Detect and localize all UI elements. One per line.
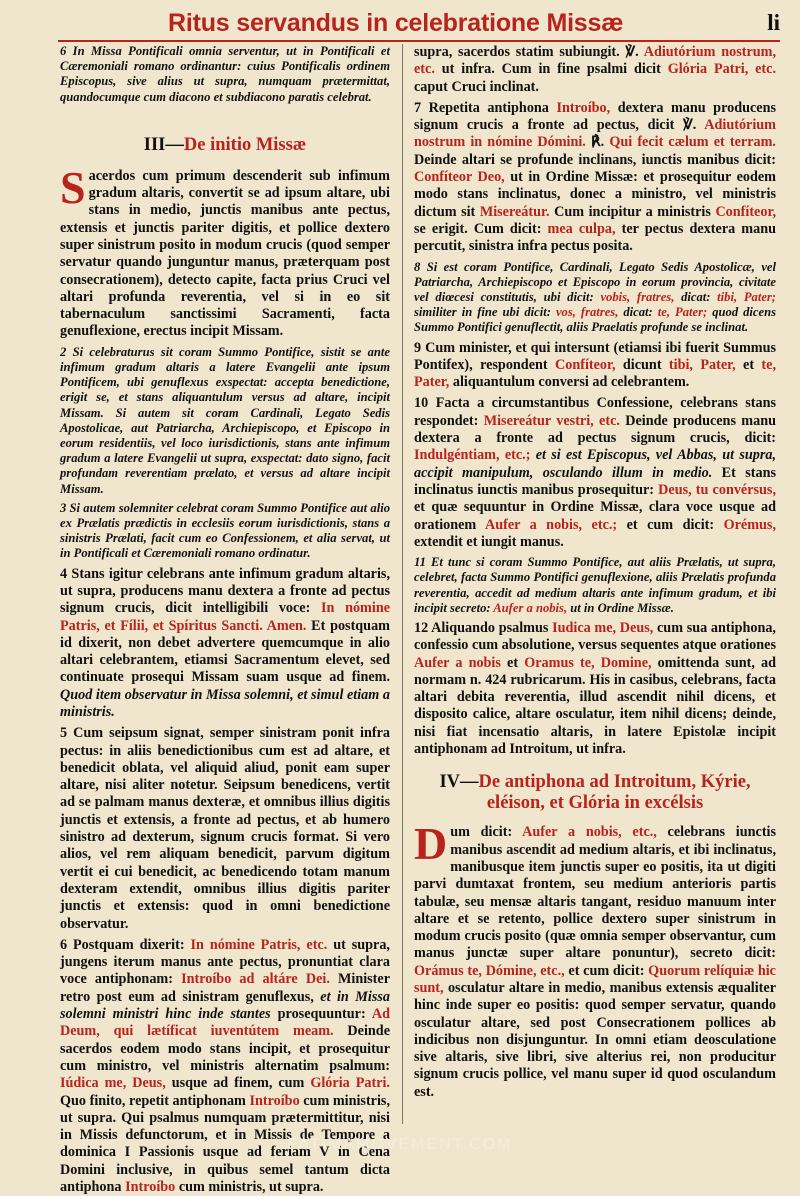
rubric-9: 9 Cum minister, et qui intersunt (etiamsi ibi fuerit Summus Pontifex), respondent Confíteor, dicunt tibi, Pater, et te, Pater, aliquantulum conversi ad celebrantem.	[414, 339, 776, 391]
section-iv-paragraph: Dum dicit: Aufer a nobis, etc., celebrans iunctis manibus ascendit ad medium altaris, et ibi inclinatus, manibusque item junctis super eo positis, ita ut digiti parvi dumtaxat frontem, seu medium anterioris partis tabulæ, seu mensæ altaris tangant, residuo manuum inter altare et se retento, pollice dextero super sinistrum in modum crucis posito (quæ omnia semper observantur, cum manus junctæ super altare ponuntur), secreto dicit: Orámus te, Dómine, etc., et cum dicit: Quorum relíquiæ hic sunt, osculatur altare in medio, manibus extensis æqualiter hinc inde super eo positis: quod semper servatur, quando osculatur altare, sed post Consecrationem pollices ab indicibus non disjunguntur. In omni etiam deosculatione sive altaris, sive libri, sive alterius rei, non producitur signum crucis pollice, vel manu super id quod osculandum est.	[414, 818, 777, 1100]
rubric-12: 12 Aliquando psalmus Iudica me, Deus, cum sua antiphona, confessio cum absolutione, versus sequentes atque orationes Aufer a nobis et Oramus te, Domine, omittenda sunt, ad normam n. 424 rubricarum. His in casibus, celebrans, facta altari debita reverentia, illud ascendit nihil dicens, et disposito calice, altare osculatur, item nihil dicens; deinde, nisi fiat incensatio altaris, in latere Epistolæ incipit antiphonam ad Introitum, ut infra.	[414, 619, 776, 758]
page-header	[58, 6, 780, 42]
rubric-5: 5 Cum seipsum signat, semper sinistram ponit infra pectus: in aliis benedictionibus cum est ad altare, et benedicit oblata, vel aliquid aliud, ponit eam super altare, nisi aliter notetur. Seipsum benedicens, vertit ad se palmam manus dexteræ, et omnibus illius digitis junctis et extensis, a fronte ad pectus, et ab humero sinistro ad dexterum, signum crucis format. Si vero alios, vel rem aliquam benedicit, parvum digitum vertit ei cui benedicit, ac benedicendo totam manum dexteram extendit, omnibus illius digitis pariter junctis et extensis: quod in omni benedictione observatur.	[60, 725, 390, 932]
drop-cap: S	[60, 161, 86, 213]
drop-cap: D	[414, 818, 448, 870]
continuation: supra, sacerdos statim subiungit. ℣. Adiutórium nostrum, etc. ut infra. Cum in fine psalmi dicit Glória Patri, etc. caput Cruci inclinat.	[414, 44, 776, 95]
section-heading-iv	[414, 772, 776, 814]
page-number: li	[767, 10, 780, 35]
rubric-3: 3 Si autem solemniter celebrat coram Summo Pontifice aut alio ex Prælatis prædictis in ecclesiis eorum iurisdictionis, stans a sinistris Prælati, facit cum eo Confessionem, et alia servat, ut in Pontificali et Cæremoniali romano ordinatur.	[60, 500, 390, 561]
right-column	[414, 44, 776, 1101]
section-number: III—	[143, 134, 184, 155]
rubric-11: 11 Et tunc si coram Summo Pontifice, aut aliis Prælatis, ut supra, celebret, facta Summo Pontifici genuflexione, aliis Prælatis profunda reverentia, accedit ad medium altaris ante infimum gradum, et ibi incipit secreto: Aufer a nobis, ut in Ordine Missæ.	[414, 555, 776, 615]
rubric-8: 8 Si est coram Pontifice, Cardinali, Legato Sedis Apostolicæ, vel Patriarcha, Archiepiscopo et Episcopo in eorum provincia, civitate vel diœcesi constitutis, ubi dicit: vobis, fratres, dicat: tibi, Pater; similiter in fine ubi dicit: vos, fratres, dicat: te, Pater; quod dicens Summo Pontifici genuflectit, aliis Praelatis profunde se inclinat.	[414, 259, 777, 335]
watermark: FATIMAMOVEMENT.COM	[287, 1136, 513, 1153]
column-divider	[402, 44, 403, 1124]
rubric-4: 4 Stans igitur celebrans ante infimum gradum altaris, ut supra, producens manu dextera a fronte ad pectus signum crucis, dicit intelligibili voce: In nómine Patris, et Fílii, et Spíritus Sancti. Amen. Et postquam id dixerit, non debet advertere quemcumque in alio altari celebrantem, etiamsi Sacramentum elevet, sed continuate prosequi Missam suam usque ad finem. Quod item observatur in Missa solemni, et simul etiam a ministris.	[60, 565, 391, 720]
section-number: IV—	[439, 772, 479, 793]
rubric-6-pontifical: 6 In Missa Pontificali omnia serventur, ut in Pontificali et Cæremoniali romano ordinantur: cuius Pontificalis ordinem Episcopus, sive alius ut supra, numquam prætermittat, quandocumque cum diacono et subdiacono paratis celebrat.	[60, 44, 390, 104]
header-title: Ritus servandus in celebratione Missæ	[168, 9, 624, 37]
section-title: De antiphona ad Introitum, Kýrie, eléison, et Glória in excélsis	[478, 772, 751, 814]
rubric-10: 10 Facta a circumstantibus Confessione, celebrans stans respondet: Misereátur vestri, etc. Deinde producens manu dextera a fronte ad pectus signum crucis, dicit: Indulgéntiam, etc.; et si est Episcopus, vel Abbas, ut supra, accipit manipulum, osculando illum in medio. Et stans inclinatus iunctis manibus prosequitur: Deus, tu convérsus, et quæ sequuntur in Ordine Missæ, clara voce usque ad orationem Aufer a nobis, etc.; et cum dicit: Orémus, extendit et iungit manus.	[414, 395, 776, 550]
left-column	[60, 44, 390, 1196]
section-title: De initio Missæ	[183, 134, 307, 155]
intro-paragraph: Sacerdos cum primum descenderit sub infimum gradum altaris, convertit se ad ipsum altare, ubi stans in medio, junctis manibus ante pectus, extensis et junctis pariter digitis, et pollice dextero super sinistrum posito in modum crucis (quod semper servatur quando junguntur manus, præterquam post consecrationem), detecto capite, facta prius Cruci vel altari profunda reverentia, vel si in eo sit tabernaculum sanctissimi Sacramenti, facta genuflexione, erectus incipit Missam.	[60, 161, 390, 340]
rubric-7: 7 Repetita antiphona Introíbo, dextera manu producens signum crucis a fronte ad pectus, dicit ℣. Adiutórium nostrum in nómine Dómini. ℟. Qui fecit cælum et terram. Deinde altari se profunde inclinans, iunctis manibus dicit: Confíteor Deo, ut in Ordine Missæ: et prosequitur eodem modo stans inclinatus, donec a ministro, vel ministris dictum sit Misereátur. Cum incipitur a ministris Confíteor, se erigit. Cum dicit: mea culpa, ter pectus dextera manu percutit, sinistra infra pectus posita.	[414, 99, 777, 255]
section-heading-iii	[60, 135, 390, 156]
rubric-2: 2 Si celebraturus sit coram Summo Pontifice, sistit se ante infimum gradum altaris a latere Evangelii ante ipsum Pontificem, ubi genuflexus exspectat: accepta benedictione, erigit se, et stans aliquantulum versus ad altare, incipit Missam. Si autem sit coram Cardinali, Legato Sedis Apostolicae, aut Patriarcha, Archiepiscopo, et Episcopo in eorum residentiis, vel loco iurisdictionis, stans ante infimum gradum a latere Evangelii ut supra, exspectat: dato signo, facit profundam reverentiam prælato, et versus ad altare incipit Missam.	[60, 344, 390, 496]
rubric-6: 6 Postquam dixerit: In nómine Patris, etc. ut supra, jungens iterum manus ante pectus, pronuntiat clara voce antiphonam: Introíbo ad altáre Dei. Minister retro post eum ad sinistram genuflexus, et in Missa solemni ministri hinc inde stantes prosequuntur: Ad Deum, qui lætíficat iuventútem meam. Deinde sacerdos eodem modo stans incipit, et prosequitur cum ministro, vel ministris alternatim psalmum: Iúdica me, Deus, usque ad finem, cum Glória Patri. Quo finito, repetit antiphonam Introíbo cum ministris, ut supra. Qui psalmus numquam prætermittitur, nisi in Missis defunctorum, et in Missis de Tempore a dominica I Passionis usque ad feriam V in Cena Domini inclusive, in quibus semel tantum dicta antiphona Introíbo cum ministris, ut supra.	[60, 936, 391, 1196]
